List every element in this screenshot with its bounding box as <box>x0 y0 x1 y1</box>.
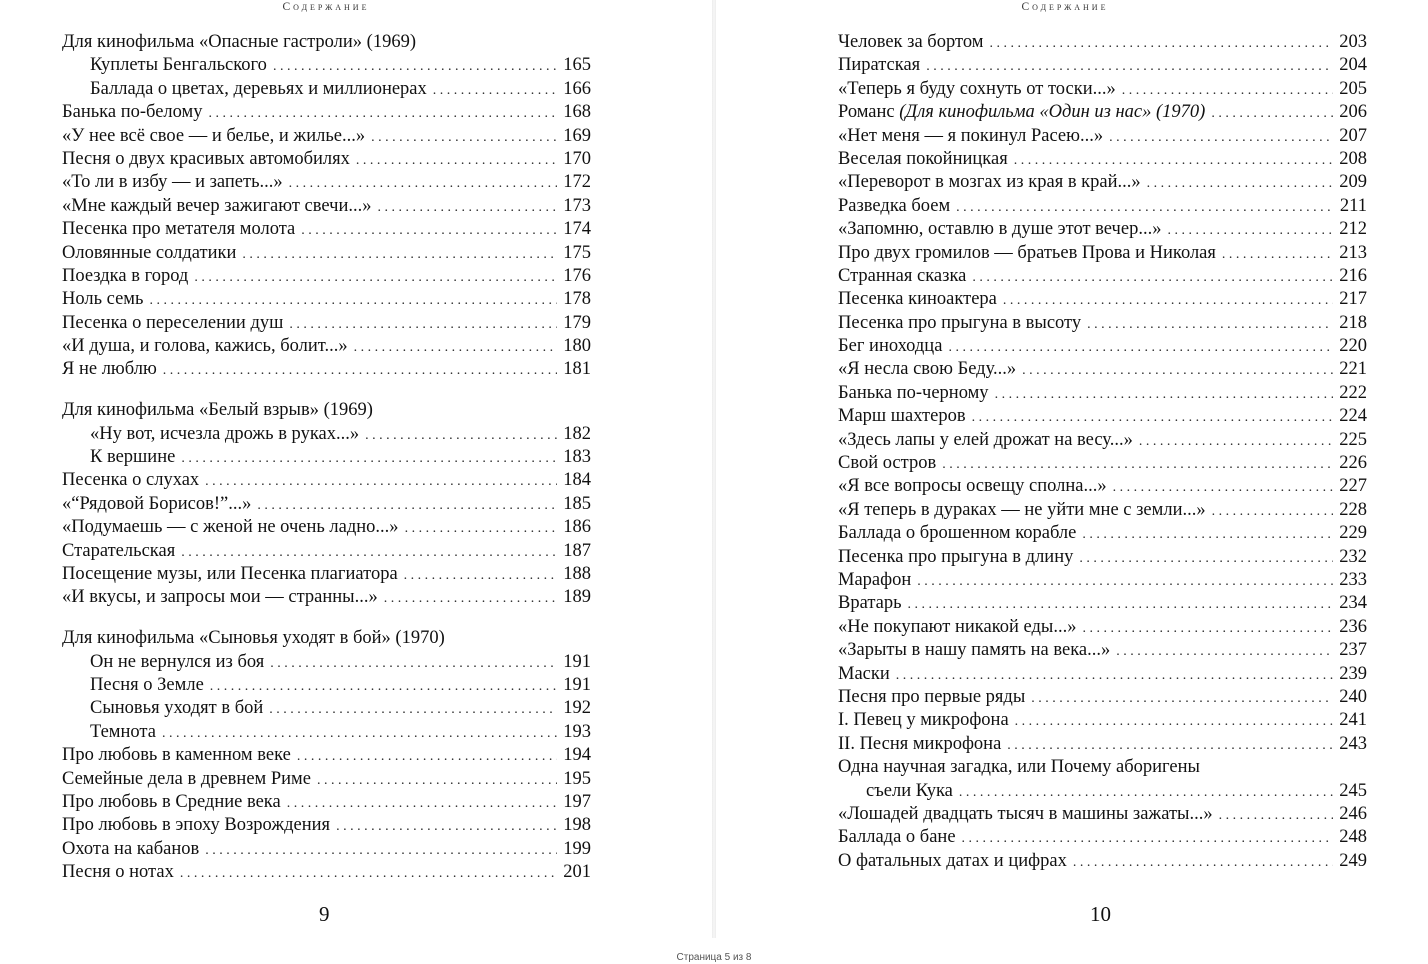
dot-leader <box>433 79 557 102</box>
dot-leader <box>289 313 557 336</box>
dot-leader <box>989 32 1333 55</box>
toc-entry-title: Оловянные солдатики <box>62 242 237 263</box>
toc-page-number: 232 <box>1339 546 1367 567</box>
dot-leader <box>242 243 557 266</box>
toc-page-number: 182 <box>563 423 591 444</box>
toc-page-number: 220 <box>1339 336 1367 357</box>
dot-leader <box>1014 149 1334 172</box>
toc-entry-title: Ноль семь <box>62 289 144 310</box>
dot-leader <box>972 266 1333 289</box>
dot-leader <box>210 675 557 698</box>
toc-entry-title: «И вкусы, и запросы мои — странны...» <box>62 587 378 608</box>
toc-entry <box>838 242 1367 265</box>
toc-entry <box>838 125 1367 148</box>
toc-entry-title: Он не вернулся из боя <box>90 651 265 672</box>
toc-entry-title: Для кинофильма «Опасные гастроли» (1969) <box>62 32 417 52</box>
toc-entry-title: «Зарыты в нашу память на века...» <box>838 640 1111 661</box>
dot-leader <box>1087 313 1333 336</box>
dot-leader <box>317 769 557 792</box>
dot-leader <box>1015 710 1334 733</box>
toc-entry-title: «Я несла свою Беду...» <box>838 359 1017 380</box>
toc-entry-title: Темнота <box>90 721 156 742</box>
toc-entry-title: «Ну вот, исчезла дрожь в руках...» <box>90 423 360 444</box>
toc-entry <box>838 54 1367 77</box>
toc-page-number: 166 <box>563 78 591 99</box>
toc-entry-title: «Я теперь в дураках — не уйти мне с земли...» <box>838 499 1206 520</box>
toc-entry <box>62 171 591 194</box>
toc-page-number: 174 <box>563 219 591 240</box>
toc-entry <box>838 405 1367 428</box>
dot-leader <box>1003 289 1333 312</box>
toc-page-number: 176 <box>563 265 591 286</box>
toc-page-number: 201 <box>563 862 591 883</box>
toc-entry <box>838 288 1367 311</box>
toc-entry <box>62 768 591 791</box>
dot-leader <box>942 453 1333 476</box>
dot-leader <box>194 266 557 289</box>
toc-page-number: 188 <box>563 563 591 584</box>
toc-entry-title: Про двух громилов — братьев Прова и Николая <box>838 242 1216 263</box>
running-head: Содержание <box>1021 1 1109 13</box>
dot-leader <box>163 359 557 382</box>
toc-entry-title: Для кинофильма «Белый взрыв» (1969) <box>62 400 373 421</box>
toc-page-number: 207 <box>1339 125 1367 146</box>
toc-entry <box>62 242 591 265</box>
toc-page-number: 205 <box>1339 78 1367 99</box>
left-page <box>0 0 712 938</box>
toc-entry-title: Романс <box>838 102 895 123</box>
dot-leader <box>181 541 557 564</box>
dot-leader <box>1007 734 1333 757</box>
toc-entry <box>62 516 591 539</box>
toc-entry-title: Для кинофильма «Сыновья уходят в бой» (1970) <box>62 628 445 649</box>
toc-page-number: 249 <box>1339 850 1367 871</box>
toc-page-number: 191 <box>563 651 591 672</box>
toc-entry-title: «Я все вопросы освещу сполна...» <box>838 476 1107 497</box>
dot-leader <box>209 102 558 125</box>
page-number: 9 <box>319 902 330 926</box>
toc-entry <box>62 791 591 814</box>
toc-entry-title: Человек за бортом <box>838 32 984 52</box>
toc-entry <box>62 125 591 148</box>
toc-page-number: 193 <box>563 721 591 742</box>
dot-leader <box>995 383 1334 406</box>
toc-page-number: 181 <box>563 359 591 380</box>
toc-entry <box>62 540 591 563</box>
toc-entry <box>838 358 1367 381</box>
toc-page-number: 224 <box>1339 406 1367 427</box>
table-of-contents <box>838 31 1367 873</box>
toc-entry-title: Песня о нотах <box>62 862 174 883</box>
toc-entry-title: Сыновья уходят в бой <box>90 698 264 719</box>
toc-entry <box>838 826 1367 849</box>
dot-leader <box>257 494 557 517</box>
toc-entry-title: I. Певец у микрофона <box>838 710 1009 731</box>
toc-page-number: 198 <box>563 815 591 836</box>
dot-leader <box>1222 243 1333 266</box>
toc-entry <box>838 733 1367 756</box>
toc-entry-title: «И душа, и голова, кажись, болит...» <box>62 336 348 357</box>
toc-entry-title: Охота на кабанов <box>62 838 200 859</box>
toc-page-number: 197 <box>563 791 591 812</box>
toc-entry <box>838 546 1367 569</box>
dot-leader <box>1167 219 1333 242</box>
toc-entry-title: Песенка про прыгуна в длину <box>838 546 1074 567</box>
dot-leader <box>301 219 557 242</box>
toc-entry <box>62 148 591 171</box>
toc-entry <box>838 171 1367 194</box>
table-of-contents <box>62 31 591 884</box>
toc-entry-line <box>838 756 1367 779</box>
toc-entry <box>62 586 591 609</box>
dot-leader <box>377 196 557 219</box>
toc-page-number: 222 <box>1339 382 1367 403</box>
toc-entry <box>62 78 591 101</box>
toc-entry <box>838 148 1367 171</box>
toc-page-number: 191 <box>563 674 591 695</box>
toc-page-number: 175 <box>563 242 591 263</box>
dot-leader <box>384 587 558 610</box>
toc-entry-title-continued: съели Кука <box>866 780 953 801</box>
toc-entry-title: Странная сказка <box>838 265 967 286</box>
dot-leader <box>926 55 1333 78</box>
toc-entry-title: Маски <box>838 663 890 684</box>
toc-entry <box>62 563 591 586</box>
toc-entry-title: «Лошадей двадцать тысяч в машины зажаты...» <box>838 803 1213 824</box>
toc-page-number: 168 <box>563 102 591 123</box>
toc-entry <box>62 814 591 837</box>
page-number: 10 <box>1090 902 1111 926</box>
dot-leader <box>1031 687 1333 710</box>
toc-page-number: 172 <box>563 172 591 193</box>
dot-leader <box>356 149 557 172</box>
toc-page-number: 240 <box>1339 686 1367 707</box>
toc-entry <box>838 686 1367 709</box>
toc-entry-title: Банька по-белому <box>62 102 203 123</box>
dot-leader <box>959 781 1333 804</box>
toc-entry-title: «Нет меня — я покинул Расею...» <box>838 125 1104 146</box>
toc-entry-title: Песенка о переселении душ <box>62 312 284 333</box>
dot-leader <box>1082 617 1333 640</box>
toc-entry <box>62 697 591 720</box>
toc-entry-title: «Теперь я буду сохнуть от тоски...» <box>838 78 1116 99</box>
toc-page-number: 246 <box>1339 803 1367 824</box>
toc-entry <box>838 499 1367 522</box>
toc-entry <box>62 674 591 697</box>
dot-leader <box>180 862 557 885</box>
dot-leader <box>297 745 557 768</box>
dot-leader <box>1113 476 1334 499</box>
toc-entry-title: Свой остров <box>838 453 937 474</box>
toc-entry-title: «“Рядовой Борисов!”...» <box>62 493 252 514</box>
toc-page-number: 213 <box>1339 242 1367 263</box>
toc-page-number: 165 <box>563 55 591 76</box>
toc-page-number: 186 <box>563 517 591 538</box>
toc-entry <box>62 446 591 469</box>
dot-leader <box>289 172 558 195</box>
toc-entry <box>838 452 1367 475</box>
toc-entry <box>838 616 1367 639</box>
dot-leader <box>1109 126 1333 149</box>
dot-leader <box>354 336 558 359</box>
dot-leader <box>371 126 557 149</box>
toc-entry <box>838 709 1367 732</box>
toc-entry <box>62 493 591 516</box>
toc-page-number: 228 <box>1339 499 1367 520</box>
toc-page-number: 206 <box>1339 102 1367 123</box>
toc-entry <box>838 756 1367 803</box>
toc-section-heading <box>62 399 591 422</box>
toc-entry-title: Банька по-черному <box>838 382 989 403</box>
toc-page-number: 221 <box>1339 359 1367 380</box>
toc-entry <box>838 569 1367 592</box>
toc-entry-title: «У нее всё свое — и белье, и жилье...» <box>62 125 366 146</box>
dot-leader <box>149 289 557 312</box>
dot-leader <box>205 839 557 862</box>
toc-entry <box>838 639 1367 662</box>
toc-entry-title: Песенка о слухах <box>62 470 200 491</box>
dot-leader <box>181 447 557 470</box>
toc-entry-title: О фатальных датах и цифрах <box>838 850 1067 871</box>
dot-leader <box>1147 172 1334 195</box>
toc-entry-title: Баллада о цветах, деревьях и миллионерах <box>90 78 427 99</box>
toc-entry <box>62 744 591 767</box>
toc-entry <box>62 312 591 335</box>
toc-entry <box>838 592 1367 615</box>
dot-leader <box>405 517 558 540</box>
toc-entry <box>62 218 591 241</box>
dot-leader <box>1022 359 1333 382</box>
dot-leader <box>972 406 1334 429</box>
right-page <box>716 0 1428 938</box>
toc-page-number: 183 <box>563 447 591 468</box>
dot-leader <box>962 827 1334 850</box>
toc-page-number: 209 <box>1339 172 1367 193</box>
toc-entry-title: Песня о двух красивых автомобилях <box>62 148 350 169</box>
toc-page-number: 243 <box>1339 733 1367 754</box>
toc-page-number: 179 <box>563 312 591 333</box>
toc-entry <box>838 78 1367 101</box>
toc-entry-title: Пиратская <box>838 55 921 76</box>
dot-leader <box>270 652 557 675</box>
running-head: Содержание <box>282 1 370 13</box>
toc-page-number: 180 <box>563 336 591 357</box>
toc-page-number: 178 <box>563 289 591 310</box>
toc-page-number: 216 <box>1339 265 1367 286</box>
toc-entry-title: Марафон <box>838 569 912 590</box>
toc-entry-title: «Запомню, оставлю в душе этот вечер...» <box>838 219 1162 240</box>
toc-page-number: 237 <box>1339 640 1367 661</box>
dot-leader <box>1122 79 1334 102</box>
toc-entry <box>838 195 1367 218</box>
toc-page-number: 227 <box>1339 476 1367 497</box>
dot-leader <box>1211 102 1333 125</box>
dot-leader <box>948 336 1333 359</box>
toc-entry-title: Песня о Земле <box>90 674 204 695</box>
dot-leader <box>269 698 557 721</box>
toc-entry-title: Песенка киноактера <box>838 289 997 310</box>
toc-entry-title: Про любовь в каменном веке <box>62 745 291 766</box>
toc-page-number: 173 <box>563 195 591 216</box>
toc-entry-title: «Переворот в мозгах из края в край...» <box>838 172 1141 193</box>
dot-leader <box>1082 523 1333 546</box>
toc-entry <box>62 288 591 311</box>
toc-page-number: 225 <box>1339 429 1367 450</box>
toc-page-number: 204 <box>1339 55 1367 76</box>
toc-entry <box>838 335 1367 358</box>
toc-entry <box>838 850 1367 873</box>
toc-entry <box>62 54 591 77</box>
toc-page-number: 185 <box>563 493 591 514</box>
toc-page-number: 194 <box>563 745 591 766</box>
toc-section-heading <box>62 627 591 650</box>
dot-leader <box>908 593 1334 616</box>
toc-entry <box>62 651 591 674</box>
toc-entry-title: «Не покупают никакой еды...» <box>838 616 1077 637</box>
toc-entry <box>838 663 1367 686</box>
dot-leader <box>1212 500 1334 523</box>
toc-section-heading <box>62 31 591 54</box>
toc-page-number: 218 <box>1339 312 1367 333</box>
toc-page-number: 187 <box>563 540 591 561</box>
toc-page-number: 208 <box>1339 148 1367 169</box>
toc-entry-title: Семейные дела в древнем Риме <box>62 768 311 789</box>
toc-entry-title: Одна научная загадка, или Почему аборигены <box>838 757 1200 778</box>
toc-entry-title: «Подумаешь — с женой не очень ладно...» <box>62 517 399 538</box>
toc-entry-title: «Мне каждый вечер зажигают свечи...» <box>62 195 372 216</box>
dot-leader <box>365 424 557 447</box>
toc-page-number: 212 <box>1339 219 1367 240</box>
toc-entry-title: «Здесь лапы у елей дрожат на весу...» <box>838 429 1133 450</box>
toc-entry <box>62 861 591 884</box>
toc-page-number: 233 <box>1339 569 1367 590</box>
dot-leader <box>1073 851 1333 874</box>
dot-leader <box>162 722 557 745</box>
toc-page-number: 229 <box>1339 523 1367 544</box>
toc-page-number: 189 <box>563 587 591 608</box>
toc-entry <box>838 31 1367 54</box>
toc-page-number: 226 <box>1339 453 1367 474</box>
toc-page-number: 239 <box>1339 663 1367 684</box>
toc-entry <box>62 195 591 218</box>
toc-entry-title: Песенка про прыгуна в высоту <box>838 312 1082 333</box>
toc-page-number: 184 <box>563 470 591 491</box>
toc-page-number: 169 <box>563 125 591 146</box>
toc-page-number: 217 <box>1339 289 1367 310</box>
dot-leader <box>205 470 557 493</box>
toc-entry-title: Про любовь в Средние века <box>62 791 281 812</box>
toc-entry <box>62 469 591 492</box>
toc-entry <box>838 265 1367 288</box>
toc-page-number: 199 <box>563 838 591 859</box>
toc-entry <box>62 335 591 358</box>
toc-entry-title: Песенка про метателя молота <box>62 219 296 240</box>
toc-entry-title: Про любовь в эпоху Возрождения <box>62 815 331 836</box>
toc-entry-title: Баллада о бане <box>838 827 956 848</box>
dot-leader <box>917 570 1333 593</box>
dot-leader <box>896 664 1333 687</box>
toc-entry-title: Поездка в город <box>62 265 189 286</box>
toc-entry <box>838 382 1367 405</box>
toc-entry-title: Веселая покойницкая <box>838 148 1008 169</box>
toc-entry-title: К вершине <box>90 447 176 468</box>
toc-entry <box>838 803 1367 826</box>
toc-page-number: 234 <box>1339 593 1367 614</box>
dot-leader <box>1116 640 1333 663</box>
toc-entry <box>62 838 591 861</box>
toc-entry <box>838 218 1367 241</box>
toc-entry <box>62 358 591 381</box>
toc-entry <box>62 721 591 744</box>
toc-entry-title: Старательская <box>62 540 176 561</box>
page-indicator: Страница 5 из 8 <box>676 952 752 963</box>
toc-entry <box>838 312 1367 335</box>
toc-entry-title: Куплеты Бенгальского <box>90 55 267 76</box>
dot-leader <box>273 55 557 78</box>
dot-leader <box>287 792 558 815</box>
dot-leader <box>956 196 1334 219</box>
toc-entry <box>62 423 591 446</box>
toc-entry-title: «То ли в избу — и запеть...» <box>62 172 283 193</box>
toc-page-number: 241 <box>1339 710 1367 731</box>
toc-page-number: 236 <box>1339 616 1367 637</box>
dot-leader <box>1139 430 1333 453</box>
toc-entry-title: Марш шахтеров <box>838 406 966 427</box>
toc-entry <box>838 522 1367 545</box>
toc-entry-title: Я не люблю <box>62 359 157 380</box>
dot-leader <box>1219 804 1334 827</box>
toc-entry-note: (Для кинофильма «Один из нас» (1970) <box>899 102 1206 123</box>
toc-page-number: 248 <box>1339 827 1367 848</box>
toc-entry-title: Баллада о брошенном корабле <box>838 523 1077 544</box>
toc-entry <box>838 429 1367 452</box>
toc-entry-title: Разведка боем <box>838 195 951 216</box>
toc-entry <box>62 101 591 124</box>
toc-page-number: 245 <box>1339 780 1367 801</box>
toc-entry-line <box>838 780 1367 803</box>
toc-page-number: 211 <box>1339 195 1367 216</box>
toc-entry <box>838 475 1367 498</box>
toc-entry <box>62 265 591 288</box>
toc-page-number: 170 <box>563 148 591 169</box>
toc-entry-title: Вратарь <box>838 593 902 614</box>
toc-entry-title: II. Песня микрофона <box>838 733 1002 754</box>
dot-leader <box>404 564 558 587</box>
toc-entry-title: Посещение музы, или Песенка плагиатора <box>62 563 398 584</box>
dot-leader <box>336 815 557 838</box>
toc-entry <box>838 101 1367 124</box>
toc-entry-title: Песня про первые ряды <box>838 686 1026 707</box>
toc-page-number: 192 <box>563 698 591 719</box>
toc-page-number: 203 <box>1339 32 1367 52</box>
dot-leader <box>1079 547 1333 570</box>
toc-page-number: 195 <box>563 768 591 789</box>
toc-entry-title: Бег иноходца <box>838 336 943 357</box>
